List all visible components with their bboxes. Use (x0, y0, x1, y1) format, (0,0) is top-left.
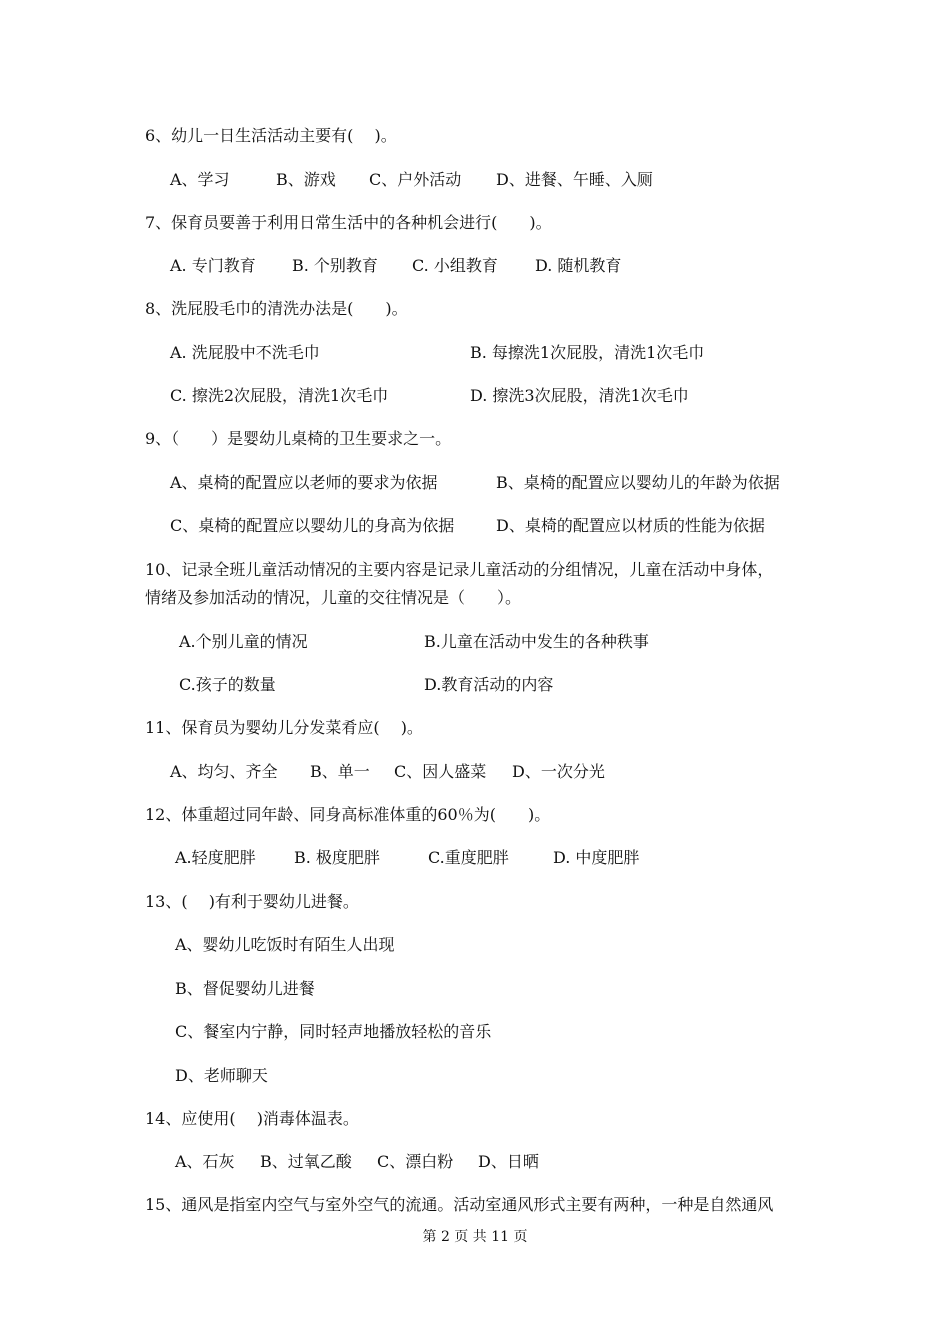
q7-option-a: A. 专门教育 (170, 256, 256, 275)
q8-option-c: C. 擦洗2次屁股，清洗1次毛巾 (170, 386, 389, 405)
question-8-stem: 8、洗屁股毛巾的清洗办法是( )。 (145, 299, 408, 318)
q11-option-d: D、一次分光 (512, 762, 605, 781)
question-15-stem: 15、通风是指室内空气与室外空气的流通。活动室通风形式主要有两种，一种是自然通风 (145, 1195, 774, 1214)
page-footer: 第 2 页 共 11 页 (422, 1229, 528, 1245)
q9-option-b: B、桌椅的配置应以婴幼儿的年龄为依据 (496, 473, 780, 492)
q7-option-c: C. 小组教育 (412, 256, 498, 275)
question-11-stem: 11、保育员为婴幼儿分发菜肴应( )。 (145, 718, 423, 737)
q14-option-d: D、日晒 (478, 1152, 539, 1171)
q8-option-b: B. 每擦洗1次屁股，清洗1次毛巾 (470, 343, 705, 362)
q9-option-d: D、桌椅的配置应以材质的性能为依据 (496, 516, 765, 535)
q11-option-a: A、均匀、齐全 (170, 762, 278, 781)
question-13-stem: 13、( )有利于婴幼儿进餐。 (145, 892, 359, 911)
question-9-stem: 9、（ ）是婴幼儿桌椅的卫生要求之一。 (145, 429, 452, 448)
question-6-stem: 6、幼儿一日生活活动主要有( )。 (145, 126, 397, 145)
q7-option-b: B. 个别教育 (292, 256, 378, 275)
question-12-stem: 12、体重超过同年龄、同身高标准体重的60％为( )。 (145, 805, 551, 824)
q10-option-a: A.个别儿童的情况 (179, 632, 308, 651)
q6-option-c: C、户外活动 (369, 170, 462, 189)
q10-option-d: D.教育活动的内容 (424, 675, 554, 694)
q9-option-c: C、桌椅的配置应以婴幼儿的身高为依据 (170, 516, 455, 535)
q14-option-b: B、过氧乙酸 (260, 1152, 352, 1171)
q13-option-a: A、婴幼儿吃饭时有陌生人出现 (175, 935, 395, 954)
q10-option-b: B.儿童在活动中发生的各种秩事 (424, 632, 649, 651)
question-10-stem-line2: 情绪及参加活动的情况，儿童的交往情况是（ ）。 (145, 588, 522, 607)
question-14-stem: 14、应使用( )消毒体温表。 (145, 1109, 359, 1128)
q12-option-c: C.重度肥胖 (428, 848, 509, 867)
question-10-stem-line1: 10、记录全班儿童活动情况的主要内容是记录儿童活动的分组情况，儿童在活动中身体， (145, 560, 774, 579)
q12-option-a: A.轻度肥胖 (175, 848, 256, 867)
q6-option-a: A、学习 (170, 170, 230, 189)
q9-option-a: A、桌椅的配置应以老师的要求为依据 (170, 473, 438, 492)
q11-option-c: C、因人盛菜 (394, 762, 487, 781)
q11-option-b: B、单一 (310, 762, 370, 781)
q14-option-c: C、漂白粉 (377, 1152, 454, 1171)
q13-option-d: D、老师聊天 (175, 1066, 268, 1085)
q7-option-d: D. 随机教育 (535, 256, 622, 275)
q6-option-d: D、进餐、午睡、入厕 (496, 170, 653, 189)
q14-option-a: A、石灰 (175, 1152, 235, 1171)
q12-option-d: D. 中度肥胖 (553, 848, 640, 867)
q8-option-a: A. 洗屁股中不洗毛巾 (170, 343, 320, 362)
q10-option-c: C.孩子的数量 (179, 675, 276, 694)
q8-option-d: D. 擦洗3次屁股，清洗1次毛巾 (470, 386, 689, 405)
q12-option-b: B. 极度肥胖 (294, 848, 380, 867)
q6-option-b: B、游戏 (276, 170, 336, 189)
q13-option-b: B、督促婴幼儿进餐 (175, 979, 315, 998)
q13-option-c: C、餐室内宁静，同时轻声地播放轻松的音乐 (175, 1022, 492, 1041)
question-7-stem: 7、保育员要善于利用日常生活中的各种机会进行( )。 (145, 213, 552, 232)
